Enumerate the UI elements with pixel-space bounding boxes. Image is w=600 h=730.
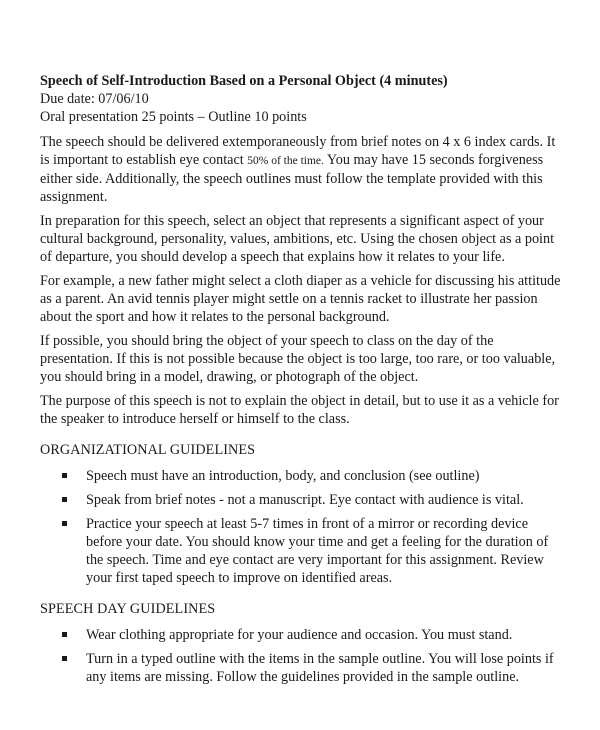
due-date: Due date: 07/06/10: [40, 91, 149, 107]
list-item: [40, 467, 562, 485]
paragraph-delivery-part2: You may have 15 seconds forgiveness either side. Additionally, the speech outlines must follow the template provided with this assignment.: [40, 152, 544, 205]
points-line: Oral presentation 25 points – Outline 10 points: [40, 109, 307, 125]
list-item: [40, 515, 562, 587]
bullet-square-icon: [62, 521, 67, 526]
paragraph-example: For example, a new father might select a cloth diaper as a vehicle for discussing his attitude as a parent. An avid tennis player might settle on a tennis racket to illustrate her passion about the sport and how it relates to the personal background.: [40, 273, 561, 325]
organizational-list: [40, 467, 562, 587]
list-item: [40, 491, 562, 509]
bullet-square-icon: [62, 632, 67, 637]
list-item: [40, 626, 562, 644]
bullet-square-icon: [62, 473, 67, 478]
list-item: [40, 650, 562, 686]
bullet-square-icon: [62, 656, 67, 661]
list-item-text: Speak from brief notes - not a manuscript. Eye contact with audience is vital.: [86, 492, 524, 508]
bullet-square-icon: [62, 497, 67, 502]
document-title: Speech of Self-Introduction Based on a Personal Object (4 minutes): [40, 73, 448, 89]
paragraph-preparation: In preparation for this speech, select an object that represents a significant aspect of your cultural background, personality, values, ambitions, etc. Using the chosen object as a point of departure, you should develop a speech that explains how it relates to your life.: [40, 213, 555, 265]
paragraph-bring-object: If possible, you should bring the object of your speech to class on the day of the presentation. If this is not possible because the object is too large, too rare, or too valuable, you should bring in a model, drawing, or photograph of the object.: [40, 333, 556, 385]
list-item-text: Turn in a typed outline with the items in the sample outline. You will lose points if any items are missing. Follow the guidelines provided in the sample outline.: [86, 651, 554, 685]
list-item-text: Wear clothing appropriate for your audience and occasion. You must stand.: [86, 627, 513, 643]
speech-day-heading: SPEECH DAY GUIDELINES: [40, 601, 216, 617]
paragraph-delivery-part1: The speech should be delivered extemporaneously from brief notes on 4 x 6 index cards. It is important to establish eye contact: [40, 134, 556, 168]
paragraph-purpose: The purpose of this speech is not to explain the object in detail, but to use it as a vehicle for the speaker to introduce herself or himself to the class.: [40, 393, 559, 427]
organizational-heading: ORGANIZATIONAL GUIDELINES: [40, 442, 256, 458]
list-item-text: Speech must have an introduction, body, and conclusion (see outline): [86, 468, 480, 484]
list-item-text: Practice your speech at least 5-7 times in front of a mirror or recording device before your date. You should know your time and get a feeling for the duration of the speech. Time and eye contact are very important for this assignment. Review your first taped speech to improve on identified areas.: [86, 516, 549, 586]
speech-day-list: [40, 626, 562, 686]
body-text: [40, 133, 562, 428]
paragraph-delivery: [40, 133, 562, 206]
eye-contact-percent: 50% of the time.: [247, 155, 324, 167]
